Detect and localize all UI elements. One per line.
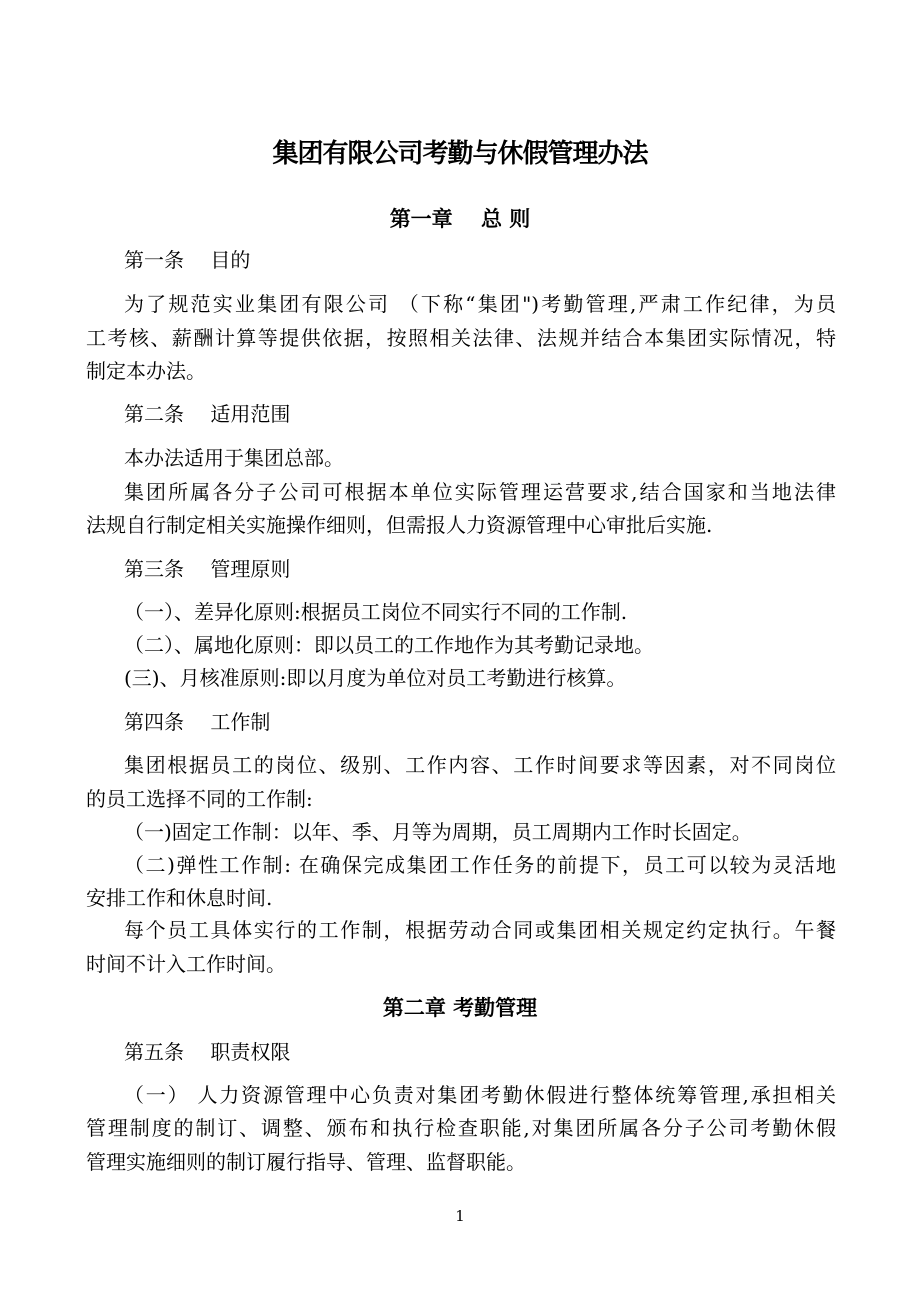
list-item: （二）、属地化原则：即以员工的工作地作为其考勤记录地。: [124, 633, 654, 657]
paragraph-line: 安排工作和休息时间.: [86, 886, 273, 910]
paragraph-line: 制定本办法。: [86, 359, 206, 383]
paragraph-line: 管理制度的制订、调整、颁布和执行检查职能,对集团所属各分子公司考勤休假: [86, 1116, 836, 1140]
article-heading: 第四条 工作制: [124, 710, 271, 734]
paragraph-line: 的员工选择不同的工作制:: [86, 787, 313, 811]
paragraph-line: 时间不计入工作时间。: [86, 952, 286, 976]
paragraph-line: 集团所属各分子公司可根据本单位实际管理运营要求,结合国家和当地法律: [124, 480, 836, 504]
list-item: （一）、差异化原则:根据员工岗位不同实行不同的工作制.: [124, 600, 628, 624]
paragraph-line: 法规自行制定相关实施操作细则，但需报人力资源管理中心审批后实施.: [86, 513, 713, 537]
list-item: （二)弹性工作制: 在确保完成集团工作任务的前提下，员工可以较为灵活地: [124, 853, 836, 877]
list-item: (三)、月核准原则:即以月度为单位对员工考勤进行核算。: [124, 666, 627, 690]
chapter-heading: 第一章 总 则: [389, 206, 531, 231]
paragraph-line: 管理实施细则的制订履行指导、管理、监督职能。: [86, 1150, 526, 1174]
article-heading: 第一条 目的: [124, 248, 251, 272]
paragraph-line: 为了规范实业集团有限公司 （下称“集团")考勤管理,严肃工作纪律，为员: [124, 292, 836, 316]
article-heading: 第五条 职责权限: [124, 1040, 291, 1064]
paragraph-line: （一） 人力资源管理中心负责对集团考勤休假进行整体统筹管理,承担相关: [124, 1083, 836, 1107]
paragraph-line: 本办法适用于集团总部。: [124, 446, 344, 470]
article-heading: 第二条 适用范围: [124, 402, 291, 426]
document-title: 集团有限公司考勤与休假管理办法: [272, 139, 648, 169]
list-item: （一)固定工作制：以年、季、月等为周期，员工周期内工作时长固定。: [124, 820, 752, 844]
paragraph-line: 工考核、薪酬计算等提供依据，按照相关法律、法规并结合本集团实际情况，特: [86, 326, 836, 350]
chapter-heading: 第二章 考勤管理: [382, 995, 538, 1020]
paragraph-line: 集团根据员工的岗位、级别、工作内容、工作时间要求等因素，对不同岗位: [124, 753, 836, 777]
paragraph-line: 每个员工具体实行的工作制，根据劳动合同或集团相关规定约定执行。午餐: [124, 918, 836, 942]
article-heading: 第三条 管理原则: [124, 557, 291, 581]
page-number: 1: [455, 1207, 465, 1225]
